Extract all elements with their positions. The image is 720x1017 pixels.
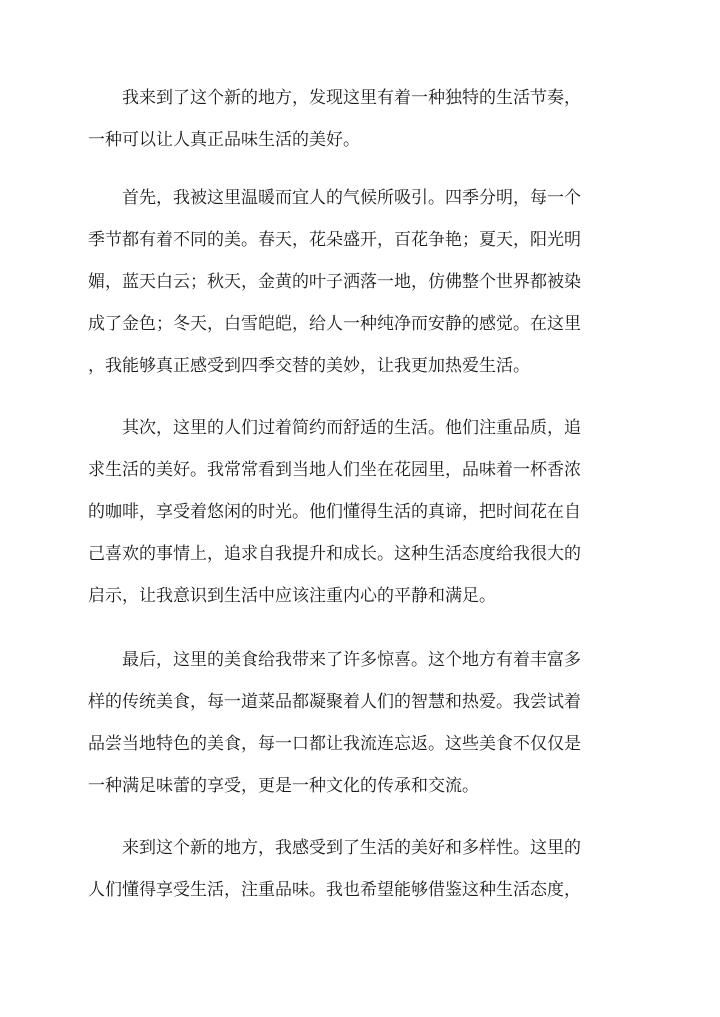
paragraph-line: 人们懂得享受生活，注重品味。我也希望能够借鉴这种生活态度，: [88, 880, 581, 900]
paragraph-line: 一种可以让人真正品味生活的美好。: [88, 130, 360, 150]
paragraph-line: 季节都有着不同的美。春天，花朵盛开，百花争艳；夏天，阳光明: [88, 230, 581, 250]
paragraph-line: 一种满足味蕾的享受，更是一种文化的传承和交流。: [88, 776, 479, 796]
paragraph-line: 的咖啡，享受着悠闲的时光。他们懂得生活的真谛，把时间花在自: [88, 502, 581, 522]
paragraph-line: 媚，蓝天白云；秋天，金黄的叶子洒落一地，仿佛整个世界都被染: [88, 272, 581, 292]
paragraph-line: 最后，这里的美食给我带来了许多惊喜。这个地方有着丰富多: [122, 650, 581, 670]
paragraph-line: 品尝当地特色的美食，每一口都让我流连忘返。这些美食不仅仅是: [88, 734, 581, 754]
paragraph-line: 我来到了这个新的地方，发现这里有着一种独特的生活节奏，: [122, 88, 581, 108]
paragraph-line: 来到这个新的地方，我感受到了生活的美好和多样性。这里的: [122, 838, 581, 858]
paragraph-line: 首先，我被这里温暖而宜人的气候所吸引。四季分明，每一个: [122, 188, 581, 208]
paragraph-line: 求生活的美好。我常常看到当地人们坐在花园里，品味着一杯香浓: [88, 460, 581, 480]
paragraph-line: 样的传统美食，每一道菜品都凝聚着人们的智慧和热爱。我尝试着: [88, 692, 581, 712]
paragraph-line: 启示，让我意识到生活中应该注重内心的平静和满足。: [88, 586, 496, 606]
paragraph-line: ，我能够真正感受到四季交替的美妙，让我更加热爱生活。: [88, 356, 530, 376]
paragraph-line: 成了金色；冬天，白雪皑皑，给人一种纯净而安静的感觉。在这里: [88, 314, 581, 334]
paragraph-line: 其次，这里的人们过着简约而舒适的生活。他们注重品质，追: [122, 418, 581, 438]
paragraph-line: 己喜欢的事情上，追求自我提升和成长。这种生活态度给我很大的: [88, 544, 581, 564]
